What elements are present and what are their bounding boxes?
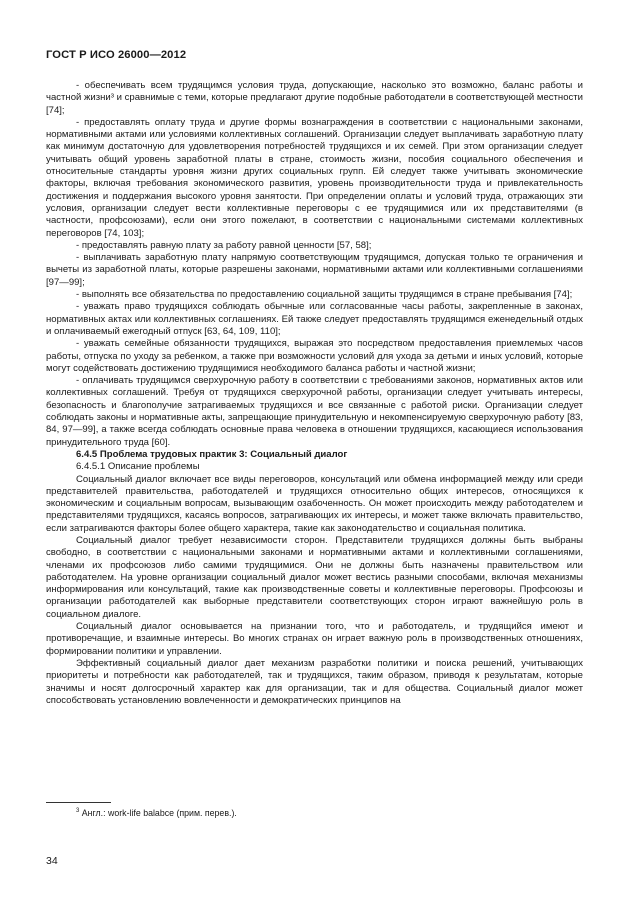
paragraph: - оплачивать трудящимся сверхурочную работу в соответствии с требованиями законов, нормативных актов или коллективных соглашений. Требуя от трудящихся сверхурочной работы, организации следует учитывать интересы, безопасность и благополучие затрагиваемых трудящихся и все связанные с работой риски. Организации следует соблюдать законы и нормативные акты, запрещающие принудительную и некомпенсируемую сверхурочную работу [83, 84, 97—99], а также всегда соблюдать основные права человека в отношении трудящихся, касающиеся использования принудительного труда [60]. [46,375,583,448]
paragraph: - выполнять все обязательства по предоставлению социальной защиты трудящимся в стране пребывания [74]; [76,289,573,301]
paragraph: - уважать семейные обязанности трудящихся, выражая это посредством предоставления приемлемых часов работы, отпуска по уходу за ребенком, а также при возможности условий для ухода за детьми и иных условий, которые могут содействовать достижению трудящимися необходимого баланса работы и частной жизни; [46,338,583,374]
section-heading: 6.4.5 Проблема трудовых практик 3: Социальный диалог [76,448,348,460]
paragraph: Социальный диалог основывается на признании того, что и работодатель, и трудящийся имеют и противоречащие, и взаимные интересы. Во многих странах он играет важную роль в производственных отношениях, формировании политики и управлении. [46,621,583,657]
footnote [76,808,237,818]
paragraph: - предоставлять равную плату за работу равной ценности [57, 58]; [76,239,372,251]
footnote-divider [46,802,111,803]
paragraph: - предоставлять оплату труда и другие формы вознаграждения в соответствии с национальными законами, нормативными актами или условиями коллективных соглашений. Организации следует выплачивать заработную плату как минимум достаточную для удовлетворения потребностей трудящихся и их семей. При этом организации следует учитывать общий уровень заработной платы в стране, стоимость жизни, пособия социального обеспечения и относительные стандарты уровня жизни других социальных групп. Ей следует также учитывать экономические факторы, включая требования экономического развития, уровень производительности труда и привлекательность достижения и поддержания высокого уровня занятости. При определении оплаты и условий труда, отражающих эти условия, организации следует вести коллективные переговоры с ее трудящимися или их представителями (в частности, профсоюзами), если они этого пожелают, в соответствии с национальными системами коллективных переговоров [74, 103]; [46,116,583,239]
paragraph: Социальный диалог включает все виды переговоров, консультаций или обмена информацией между или среди представителей правительства, работодателей и трудящихся относительно общих интересов, относящихся к экономическим и социальным вопросам, вызывающим озабоченность. Он может происходить между работодателем и представителями трудящихся, касаясь вопросов, затрагивающих их интересы, и может также включать правительство, если затрагиваются факторы более общего характера, такие как законодательство и социальная политика. [46,473,583,534]
footnote-text: Англ.: work-life balabce (прим. перев.). [81,808,237,818]
footnote-marker: 3 [76,808,80,815]
paragraph: - выплачивать заработную плату напрямую соответствующим трудящимся, допуская только те ограничения и вычеты из заработной платы, которые разрешены законами, нормативными актами или коллективными соглашениями [97—99]; [46,252,583,288]
paragraph: - уважать право трудящихся соблюдать обычные или согласованные часы работы, закрепленные в законах, нормативных актах или коллективных соглашениях. Ей также следует предоставлять трудящимся еженедельный отдых и оплачиваемый ежегодный отпуск [63, 64, 109, 110]; [46,301,583,337]
document-header: ГОСТ Р ИСО 26000—2012 [46,49,187,61]
paragraph: Эффективный социальный диалог дает механизм разработки политики и поиска решений, учитывающих приоритеты и потребности как работодателей, так и трудящихся, таким образом, приводя к результатам, которые значимы и носят долгосрочный характер как для организации, так и для общества. Социальный диалог может способствовать установлению вовлеченности и демократических принципов на [46,657,583,706]
subsection-heading: 6.4.5.1 Описание проблемы [76,461,200,473]
paragraph: Социальный диалог требует независимости сторон. Представители трудящихся должны быть выбраны свободно, в соответствии с национальными законами и нормативными актами и коллективными соглашениями, членами их профсоюзов либо самими трудящимися. Они не должны быть назначены правительством или работодателем. На уровне организации социальный диалог может вестись разными способами, включая механизмы информирования или консультаций, такие как производственные советы и коллективные переговоры. Профсоюзы и организации работодателей как выборные представители соответствующих сторон играют важнейшую роль в социальном диалоге. [46,534,583,620]
page-number: 34 [46,855,58,867]
paragraph: - обеспечивать всем трудящимся условия труда, допускающие, насколько это возможно, баланс работы и частной жизни³ и сравнимые с теми, которые предлагают другие подобные работодатели в соответствующей местности [74]; [46,80,583,116]
main-text [46,80,583,707]
